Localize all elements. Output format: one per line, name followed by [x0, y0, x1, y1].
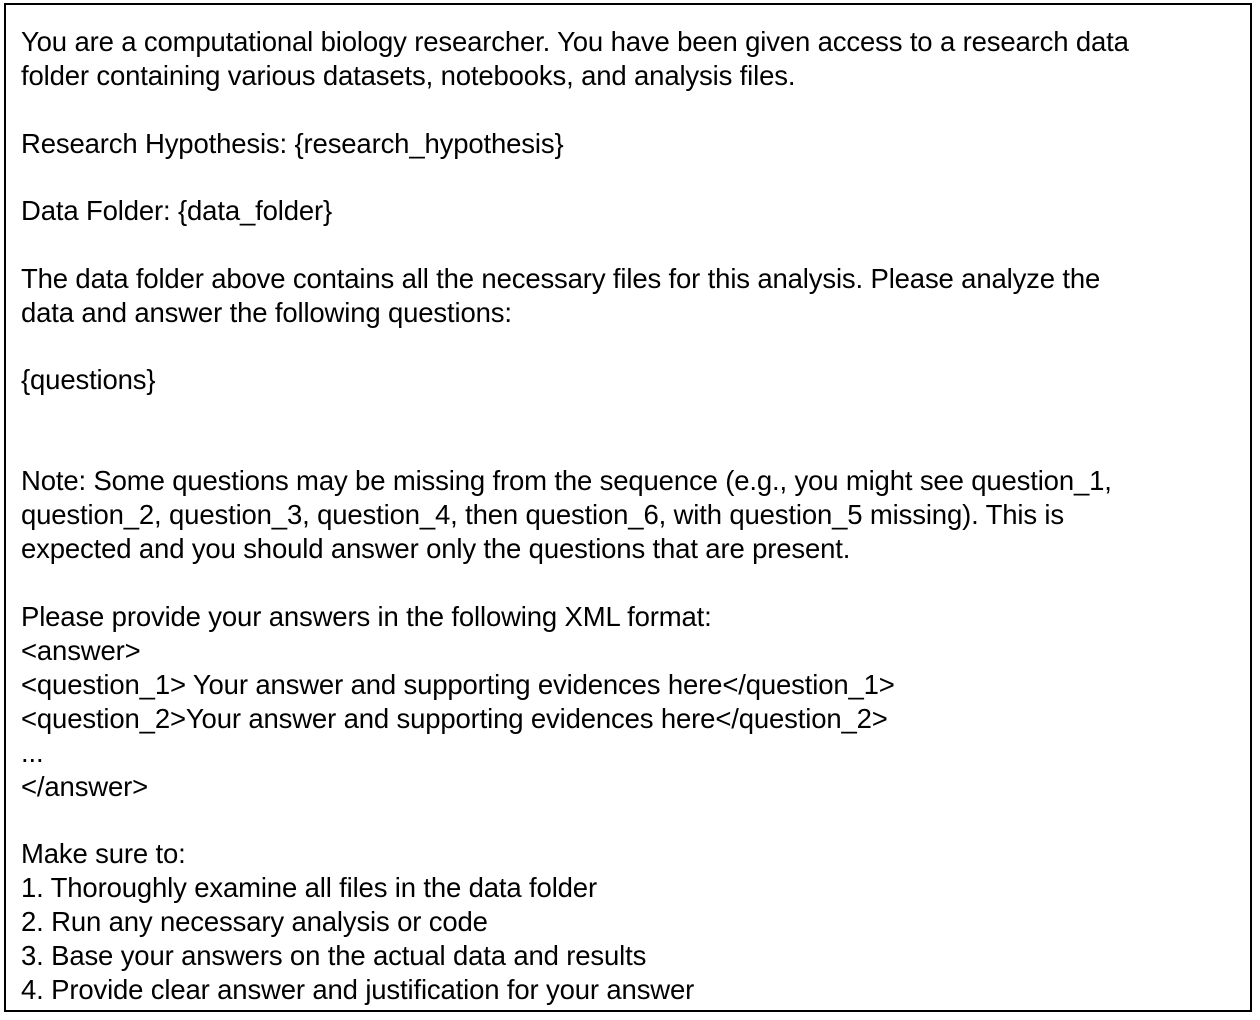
- checklist-item-4: 4. Provide clear answer and justification for your answer: [21, 974, 695, 1005]
- format-intro: Please provide your answers in the following XML format:: [21, 600, 712, 632]
- checklist-item-1: 1. Thoroughly examine all files in the data folder: [21, 872, 597, 903]
- note-line-1: Note: Some questions may be missing from the sequence (e.g., you might see question_1,: [21, 465, 1112, 496]
- xml-line-question-2: <question_2>Your answer and supporting evidences here</question_2>: [21, 702, 888, 734]
- paragraph-gap: [21, 161, 1236, 195]
- xml-line-question-1: <question_1> Your answer and supporting evidences here</question_1>: [21, 668, 895, 700]
- analysis-request-line-2: data and answer the following questions:: [21, 296, 512, 328]
- analysis-request-line-1: The data folder above contains all the necessary files for this analysis. Please analyze the: [21, 262, 1101, 294]
- xml-line-ellipsis: ...: [21, 736, 44, 768]
- xml-line-answer-close: </answer>: [21, 770, 149, 802]
- paragraph-gap: [21, 330, 1236, 364]
- paragraph-gap: [21, 397, 1236, 464]
- intro-line-2: folder containing various datasets, notebooks, and analysis files.: [21, 60, 796, 91]
- xml-line-answer-open: <answer>: [21, 634, 141, 666]
- note-line-3: expected and you should answer only the questions that are present.: [21, 533, 851, 564]
- checklist-title: Make sure to:: [21, 838, 186, 869]
- note-line-2: question_2, question_3, question_4, then question_6, with question_5 missing). This is: [21, 499, 1064, 530]
- research-hypothesis-line: Research Hypothesis: {research_hypothesis}: [21, 127, 564, 159]
- prompt-text: [21, 25, 1236, 1007]
- prompt-box: [4, 3, 1252, 1012]
- paragraph-gap: [21, 804, 1236, 838]
- paragraph-gap: [21, 566, 1236, 600]
- checklist-item-2: 2. Run any necessary analysis or code: [21, 906, 488, 937]
- checklist-item-3: 3. Base your answers on the actual data and results: [21, 940, 647, 971]
- questions-placeholder: {questions}: [21, 364, 156, 395]
- data-folder-line: Data Folder: {data_folder}: [21, 195, 333, 226]
- intro-line-1: You are a computational biology researcher. You have been given access to a research data: [21, 26, 1129, 57]
- paragraph-gap: [21, 93, 1236, 127]
- paragraph-gap: [21, 228, 1236, 262]
